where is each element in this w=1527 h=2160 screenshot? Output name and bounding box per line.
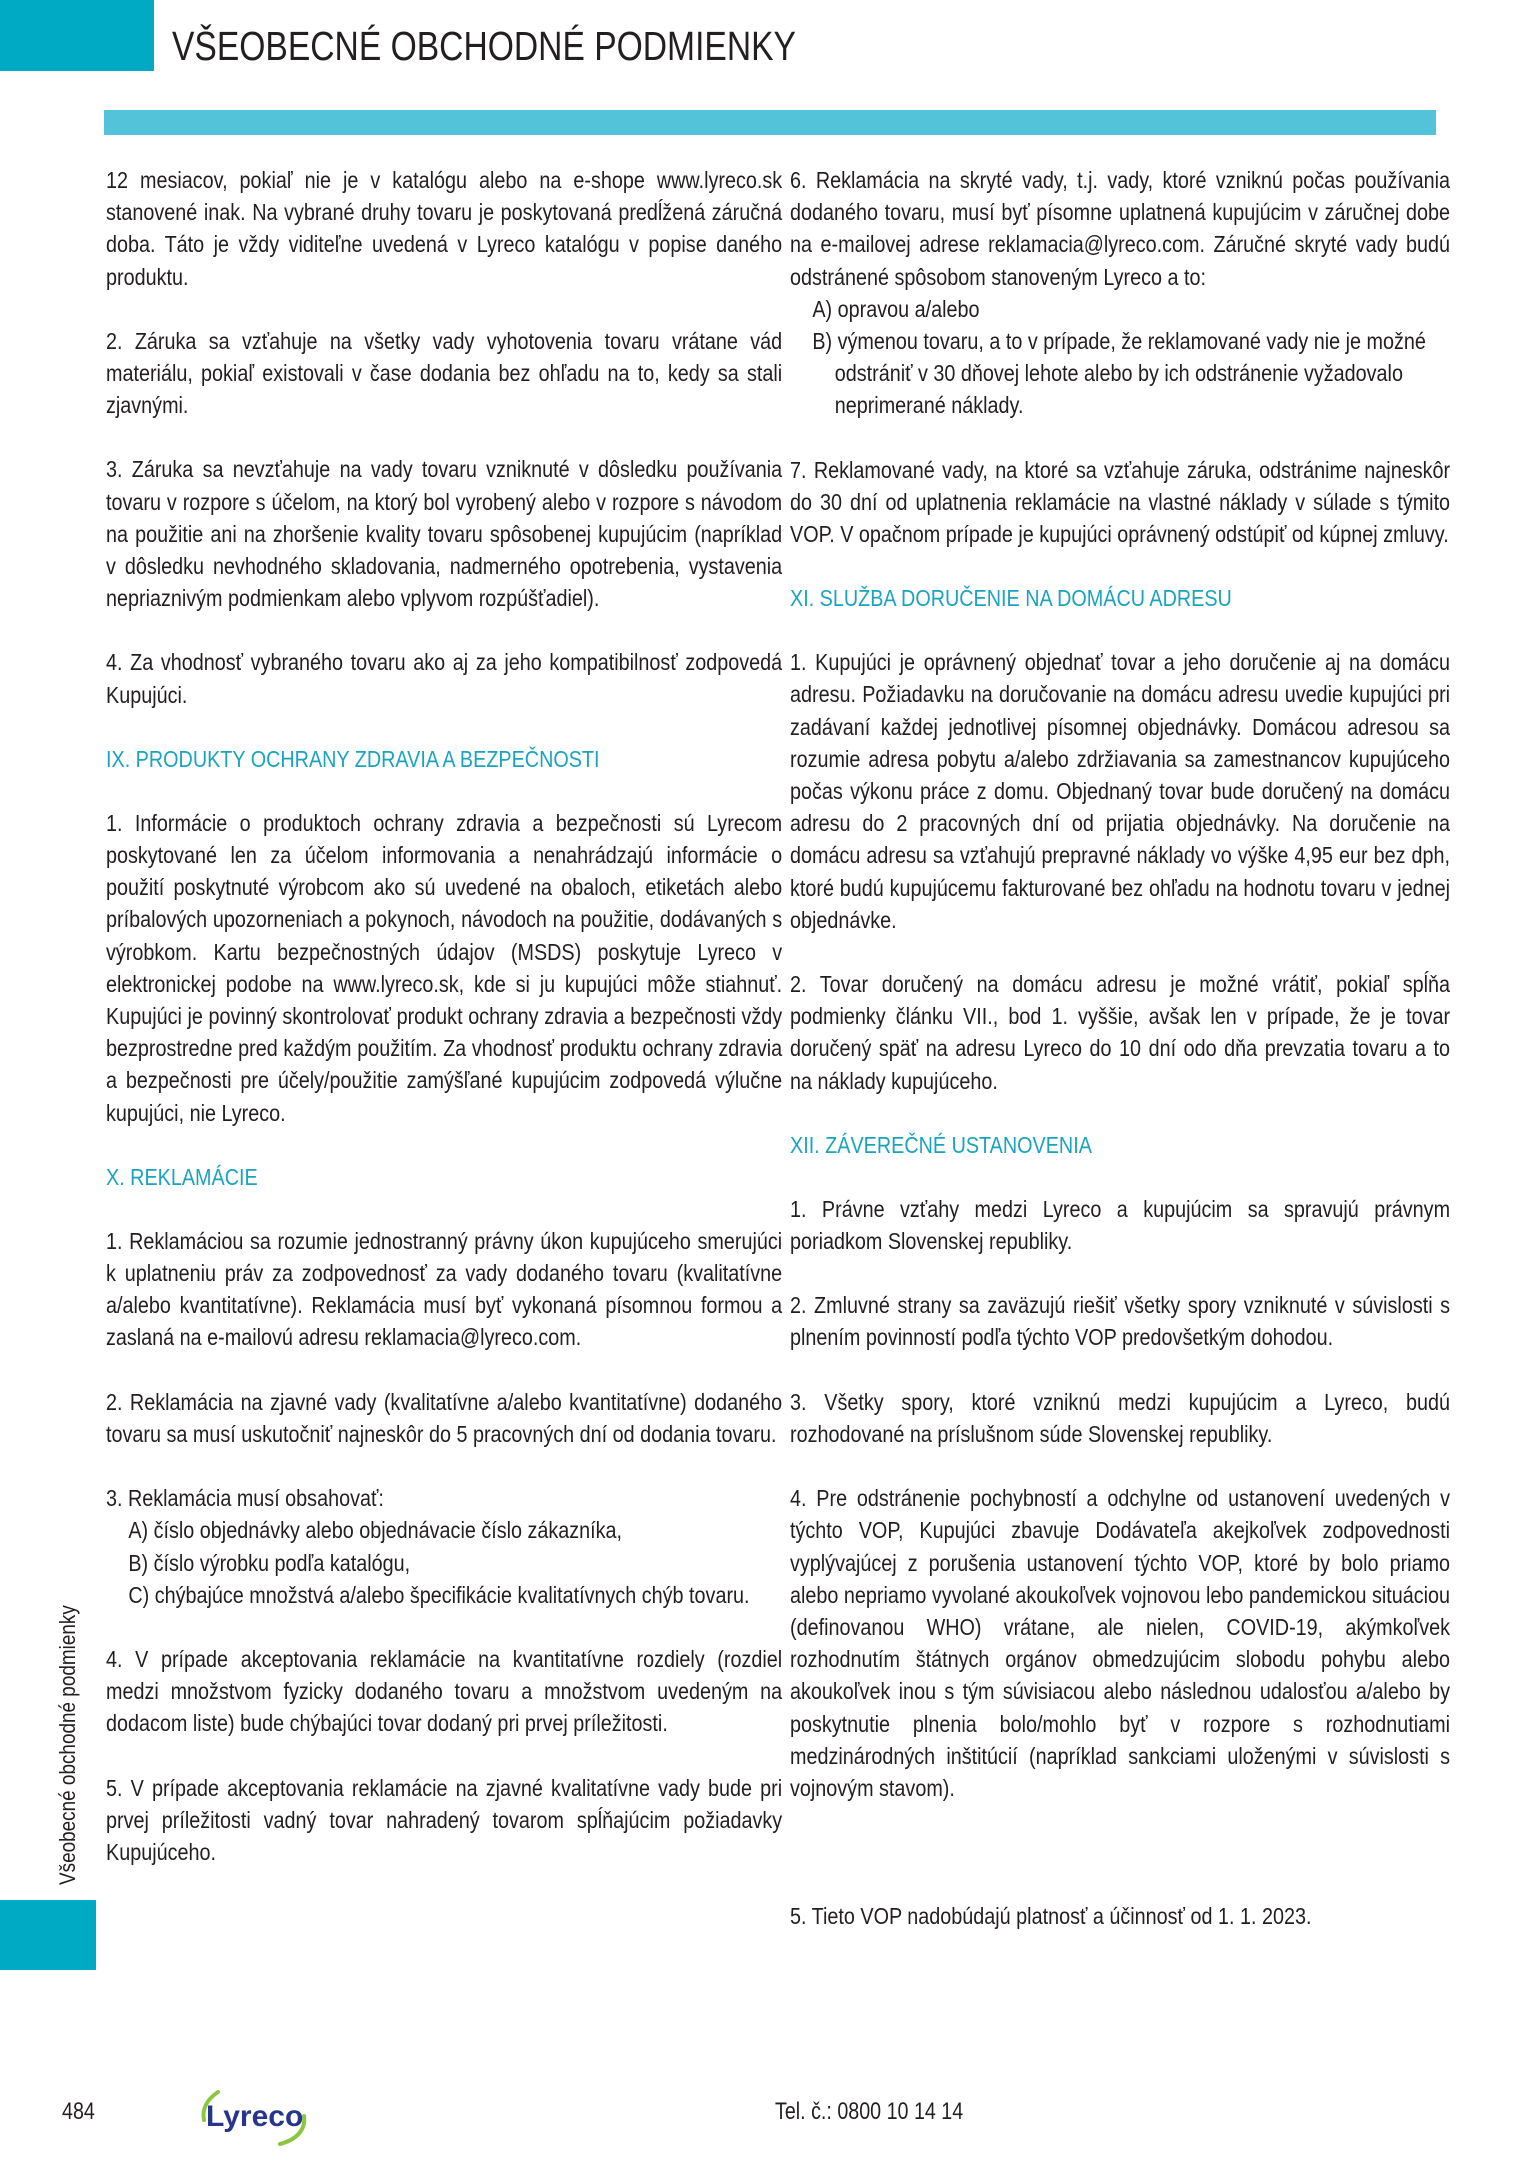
- header-band: [104, 110, 1436, 135]
- paragraph: 1. Informácie o produktoch ochrany zdravia a bezpečnosti sú Lyrecom poskytované len za účelom informovania a nenahrádzajú informácie o použití poskytnuté výrobcom ako sú uvedené na obaloch, etiketách alebo príbalových upozorneniach a pokynoch, návodoch na použitie, dodávaných s výrobkom. Kartu bezpečnostných údajov (MSDS) poskytuje Lyreco v elektronickej podobe na www.lyreco.sk, kde si ju kupujúci môže stiahnuť. Kupujúci je povinný skontrolovať produkt ochrany zdravia a bezpečnosti vždy bezprostredne pred každým použitím. Za vhodnosť produktu ochrany zdravia a bezpečnosti pre účely/použitie zamýšľané kupujúcim zodpovedá výlučne kupujúci, nie Lyreco.: [106, 809, 783, 1126]
- paragraph: 1. Reklamáciou sa rozumie jednostranný právny úkon kupujúceho smerujúci k uplatneniu práv za zodpovednosť za vady dodaného tovaru (kvalitatívne a/alebo kvantitatívne). Reklamácia musí byť vykonaná písomnou formou a zaslaná na e-mailovú adresu reklamacia@lyreco.com.: [106, 1227, 783, 1351]
- paragraph: 1. Právne vzťahy medzi Lyreco a kupujúcim sa spravujú právnym poriadkom Slovenskej republiky.: [790, 1195, 1451, 1255]
- paragraph: 7. Reklamované vady, na ktoré sa vzťahuje záruka, odstránime najneskôr do 30 dní od uplatnenia reklamácie na vlastné náklady v súlade s týmito VOP. V opačnom prípade je kupujúci oprávnený odstúpiť od kúpnej zmluvy.: [790, 456, 1451, 548]
- lyreco-logo: [196, 2088, 316, 2148]
- paragraph: 3. Všetky spory, ktoré vzniknú medzi kupujúcim a Lyreco, budú rozhodované na príslušnom súde Slovenskej republiky.: [790, 1388, 1451, 1447]
- paragraph: 5. V prípade akceptovania reklamácie na zjavné kvalitatívne vady bude pri prvej príležitosti vadný tovar nahradený tovarom spĺňajúcim požiadavky Kupujúceho.: [106, 1774, 783, 1865]
- side-accent-block: [0, 1900, 96, 1970]
- lyreco-logo-icon: [196, 2088, 316, 2148]
- left-column: [106, 164, 783, 1900]
- header-accent-block: [0, 0, 154, 71]
- list-item: B) výmenou tovaru, a to v prípade, že reklamované vady nie je možné odstrániť v 30 dňovej lehote alebo by ich odstránenie vyžadovalo neprimerané náklady.: [812, 328, 1426, 419]
- page-title: VŠEOBECNÉ OBCHODNÉ PODMIENKY: [172, 23, 796, 69]
- hidden-defects-block: [790, 164, 1450, 422]
- paragraph: 12 mesiacov, pokiaľ nie je v katalógu alebo na e-shope www.lyreco.sk stanovené inak. Na vybrané druhy tovaru je poskytovaná predĺžená záručná doba. Táto je vždy viditeľne uvedená v Lyreco katalógu v popise daného produktu.: [106, 167, 783, 290]
- list-item: A) opravou a/alebo: [812, 295, 980, 322]
- paragraph: 2. Reklamácia na zjavné vady (kvalitatívne a/alebo kvantitatívne) dodaného tovaru sa musí uskutočniť najneskôr do 5 pracovných dní od dodania tovaru.: [106, 1388, 783, 1447]
- section-heading-ix: IX. PRODUKTY OCHRANY ZDRAVIA A BEZPEČNOSTI: [106, 745, 600, 772]
- paragraph: 2. Zmluvné strany sa zaväzujú riešiť všetky spory vzniknuté v súvislosti s plnením povinností podľa týchto VOP predovšetkým dohodou.: [790, 1292, 1451, 1351]
- paragraph: 2. Tovar doručený na domácu adresu je možné vrátiť, pokiaľ spĺňa podmienky článku VII., bod 1. vyššie, avšak len v prípade, že je tovar doručený späť na adresu Lyreco do 10 dní odo dňa prevzatia tovaru a to na náklady kupujúceho.: [790, 971, 1451, 1094]
- section-heading-x: X. REKLAMÁCIE: [106, 1163, 258, 1190]
- footer-phone: Tel. č.: 0800 10 14 14: [775, 2098, 964, 2125]
- paragraph: 3. Záruka sa nevzťahuje na vady tovaru vzniknuté v dôsledku používania tovaru v rozpore s účelom, na ktorý bol vyrobený alebo v rozpore s návodom na použitie ani na zhoršenie kvality tovaru spôsobenej kupujúcim (napríklad v dôsledku nevhodného skladovania, nadmerného opotrebenia, vystavenia nepriaznivým podmienkam alebo vplyvom rozpúšťadiel).: [106, 456, 783, 612]
- section-heading-xii: XII. ZÁVEREČNÉ USTANOVENIA: [790, 1131, 1092, 1158]
- required-contents-list: [106, 1482, 782, 1611]
- paragraph: 2. Záruka sa vzťahuje na všetky vady vyhotovenia tovaru vrátane vád materiálu, pokiaľ existovali v čase dodania bez ohľadu na to, kedy sa stali zjavnými.: [106, 327, 783, 419]
- paragraph: 1. Kupujúci je oprávnený objednať tovar a jeho doručenie aj na domácu adresu. Požiadavku na doručovanie na domácu adresu uvedie kupujúci pri zadávaní každej jednotlivej písomnej objednávky. Domácou adresou sa rozumie adresa pobytu a/alebo zdržiavania sa zamestnancov kupujúceho počas výkonu práce z domu. Objednaný tovar bude doručený na domácu adresu do 2 pracovných dní od prijatia objednávky. Na doručenie na domácu adresu sa vzťahujú prepravné náklady vo výške 4,95 eur bez dph, ktoré budú kupujúcemu fakturované bez ohľadu na hodnotu tovaru v jednej objednávke.: [790, 649, 1451, 933]
- page-number: 484: [62, 2098, 95, 2125]
- svg-text:Lyreco: Lyreco: [206, 2100, 304, 2133]
- paragraph: 6. Reklamácia na skryté vady, t.j. vady, ktoré vzniknú počas používania dodaného tovaru, musí byť písomne uplatnená kupujúcim v záručnej dobe na e-mailovej adrese reklamacia@lyreco.com. Záručné skryté vady budú odstránené spôsobom stanoveným Lyreco a to:: [790, 167, 1451, 290]
- list-item: A) číslo objednávky alebo objednávacie číslo zákazníka,: [128, 1517, 623, 1544]
- paragraph: 4. Pre odstránenie pochybností a odchylne od ustanovení uvedených v týchto VOP, Kupujúci zbavuje Dodávateľa akejkoľvek zodpovednosti vyplývajúcej z porušenia ustanovení týchto VOP, ktoré by bolo priamo alebo nepriamo vyvolané akoukoľvek vojnovou lebo pandemickou situáciou (definovanou WHO) vrátane, ale nielen, COVID-19, akýmkoľvek rozhodnutím štátnych orgánov obmedzujúcim slobodu pohybu alebo akoukoľvek inou s tým súvisiacou alebo následnou udalosťou a/alebo by poskytnutie plnenia bolo/mohlo byť v rozpore s rozhodnutiami medzinárodných inštitúcií (napríklad sankciami uloženými v súvislosti s vojnovým stavom).: [790, 1485, 1451, 1801]
- right-column: [790, 164, 1451, 1964]
- paragraph: 4. V prípade akceptovania reklamácie na kvantitatívne rozdiely (rozdiel medzi množstvom fyzicky dodaného tovaru a množstvom uvedeným na dodacom liste) bude chýbajúci tovar dodaný pri prvej príležitosti.: [106, 1645, 783, 1737]
- section-heading-xi: XI. SLUŽBA DORUČENIE NA DOMÁCU ADRESU: [790, 585, 1232, 612]
- list-intro: 3. Reklamácia musí obsahovať:: [106, 1485, 384, 1512]
- spacer: [790, 1836, 1450, 1900]
- list-item: C) chýbajúce množstvá a/alebo špecifikácie kvalitatívnych chýb tovaru.: [128, 1581, 750, 1608]
- side-vertical-label: Všeobecné obchodné podmienky: [55, 1605, 80, 1885]
- paragraph: 4. Za vhodnosť vybraného tovaru ako aj za jeho kompatibilnosť zodpovedá Kupujúci.: [106, 649, 783, 708]
- paragraph: 5. Tieto VOP nadobúdajú platnosť a účinnosť od 1. 1. 2023.: [790, 1903, 1312, 1930]
- list-item: B) číslo výrobku podľa katalógu,: [128, 1549, 411, 1576]
